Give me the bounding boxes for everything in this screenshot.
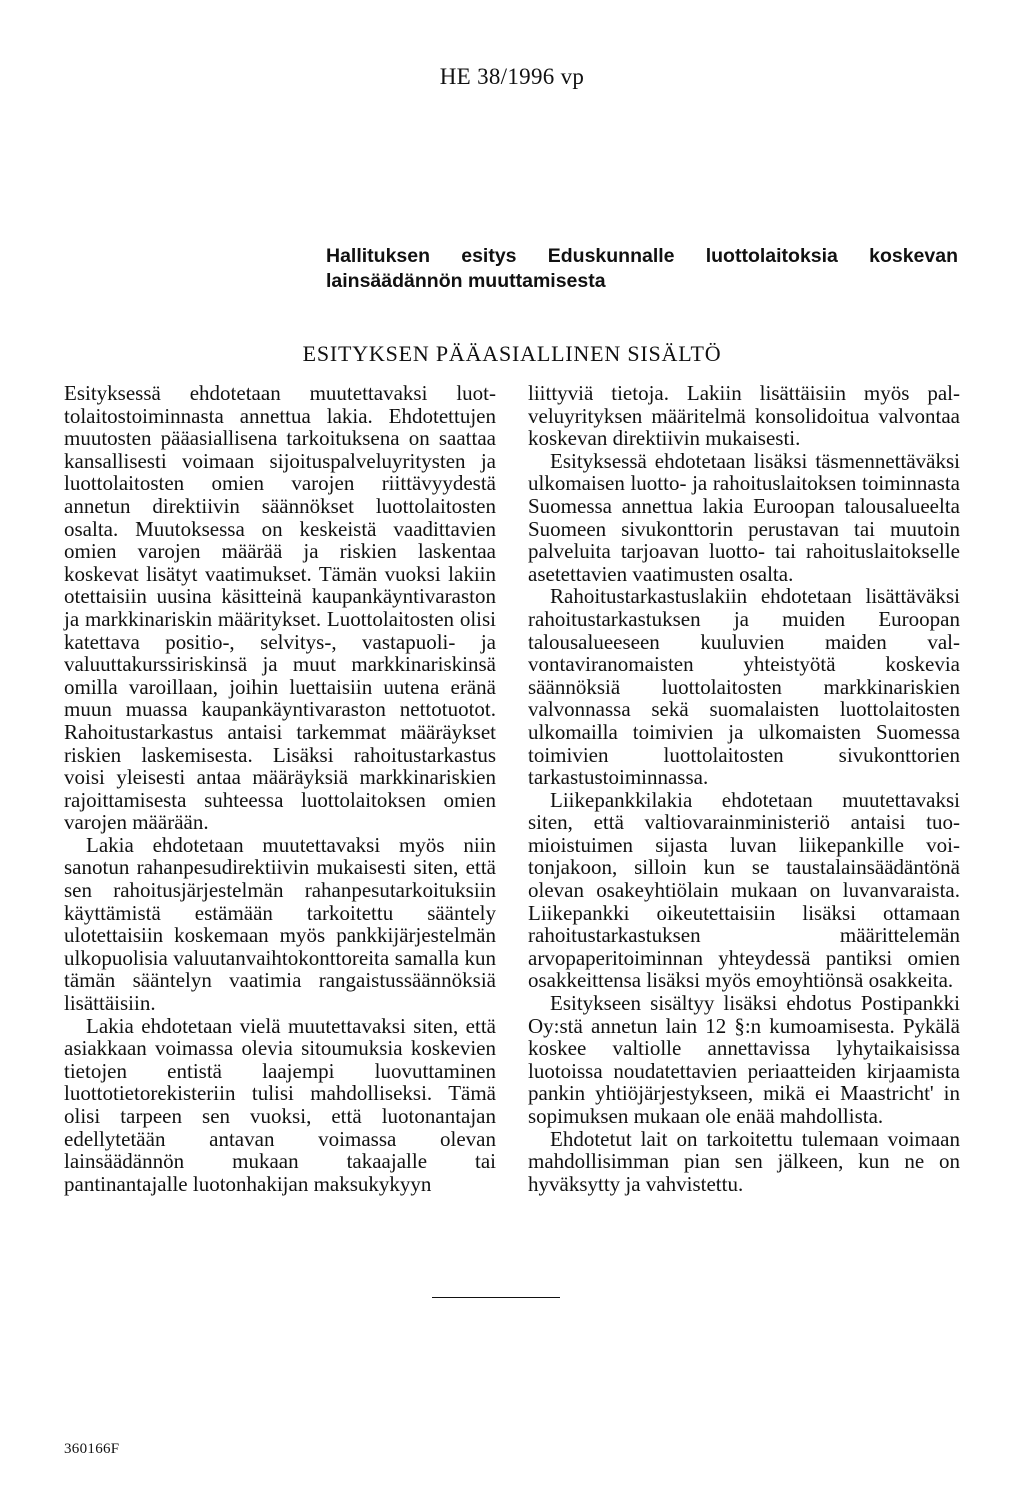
document-id: HE 38/1996 vp: [439, 64, 585, 89]
paragraph: Rahoitustarkastuslakiin ehdotetaan lisättäväksi rahoitustarkastuksen ja muiden Euroopan talousalueeseen kuuluvien maiden valvontaviranomaisten yhteistyötä koskevia säännöksiä luottolaitosten markkinariskien valvonnassa sekä suomalaisten luottolaitosten ulkomailla toimivien ja ulkomaisten Suomessa toimivien luottolaitosten sivukonttorien tarkastustoiminnassa.: [528, 584, 960, 790]
section-heading: ESITYKSEN PÄÄASIALLINEN SISÄLTÖ: [302, 341, 722, 366]
paragraph: Ehdotetut lait on tarkoitettu tulemaan voimaan mahdollisimman pian sen jälkeen, kun ne on hyväksytty ja vahvistettu.: [528, 1126, 960, 1196]
print-code: 360166F: [64, 1441, 120, 1457]
paragraph: Lakia ehdotetaan vielä muutettavaksi siten, että asiakkaan voimassa olevia sitoumuksia koskevien tietojen entistä laajempi luovuttaminen luottotietorekisteriin tulisi mahdolliseksi. Tämä olisi tarpeen sen vuoksi, että luotonantajan edellytetään antavan voimassa olevan lainsäädännön mukaan takaajalle tai pantinantajalle luotonhakijan maksukykyyn: [64, 1013, 496, 1196]
left-column: [64, 382, 496, 1195]
paragraph: Esityksessä ehdotetaan muutettavaksi luottolaitostoiminnasta annettua lakia. Ehdotettujen muutosten pääasiallisena tarkoituksena on saattaa kansallisesti voimaan sijoituspalveluyritysten ja luottolaitosten omien varojen riittävyydestä annetun direktiivin säännökset luottolaitosten osalta. Muutoksessa on keskeistä vaadittavien omien varojen määrää ja riskien laskentaa koskevat lisätyt vaatimukset. Tämän vuoksi lakiin otettaisiin uusina käsitteinä kaupankäyntivaraston ja markkinariskin määritykset. Luottolaitosten olisi katettava positio-, selvitys-, vastapuoli- ja valuuttakurssiriskinsä ja muut markkinariskinsä omilla varoillaan, joihin luettaisiin uutena eränä muun muassa kaupankäyntivaraston nettotuotot. Rahoitustarkastus antaisi tarkemmat määräykset riskien laskemisesta. Lisäksi rahoitustarkastus voisi yleisesti antaa määräyksiä markkinariskien rajoittamisesta suhteessa luottolaitoksen omien varojen määrään.: [64, 381, 496, 835]
paragraph: liittyviä tietoja. Lakiin lisättäisiin myös palveluyrityksen määritelmä konsolidoitua valvontaa koskevan direktiivin mukaisesti.: [528, 381, 960, 451]
document-title: Hallituksen esitys Eduskunnalle luottolaitoksia koskevan lainsäädännön muuttamisesta: [326, 245, 958, 292]
end-divider: [432, 1297, 560, 1298]
paragraph: Liikepankkilakia ehdotetaan muutettavaksi siten, että valtiovarainministeriö antaisi tuomioistuimen sijasta luvan liikepankille voitonjakoon, silloin kun se taustalainsäädäntönä olevan osakeyhtiölain mukaan on luvanvaraista. Liikepankki oikeutettaisiin lisäksi ottamaan rahoitustarkastuksen määrittelemän arvopaperitoiminnan yhteydessä pantiksi omien osakkeittensa lisäksi myös emoyhtiönsä osakkeita.: [528, 787, 960, 993]
paragraph: Esitykseen sisältyy lisäksi ehdotus Postipankki Oy:stä annetun lain 12 §:n kumoamisesta. Pykälä koskee valtiolle annettavissa lyhytaikaisissa luotoissa noudatettavien periaatteiden kirjaamista pankin yhtiöjärjestykseen, mikä ei Maastricht' in sopimuksen mukaan ole enää mahdollista.: [528, 991, 960, 1128]
right-column: [528, 382, 960, 1195]
paragraph: Esityksessä ehdotetaan lisäksi täsmennettäväksi ulkomaisen luotto- ja rahoituslaitoksen toiminnasta Suomessa annettua lakia Euroopan talousalueelta Suomeen sivukonttorin perustavan tai muutoin palveluita tarjoavan luotto- tai rahoituslaitokselle asetettavien vaatimusten osalta.: [528, 448, 960, 586]
paragraph: Lakia ehdotetaan muutettavaksi myös niin sanotun rahanpesudirektiivin mukaisesti siten, että sen rahoitusjärjestelmän rahanpesutarkoituksiin käyttämistä estämään tarkoitettu sääntely ulotettaisiin koskemaan myös pankkijärjestelmän ulkopuolisia valuutanvaihtokonttoreita samalla kun tämän sääntelyn vaatimia rangaistussäännöksiä lisättäisiin.: [64, 832, 496, 1016]
